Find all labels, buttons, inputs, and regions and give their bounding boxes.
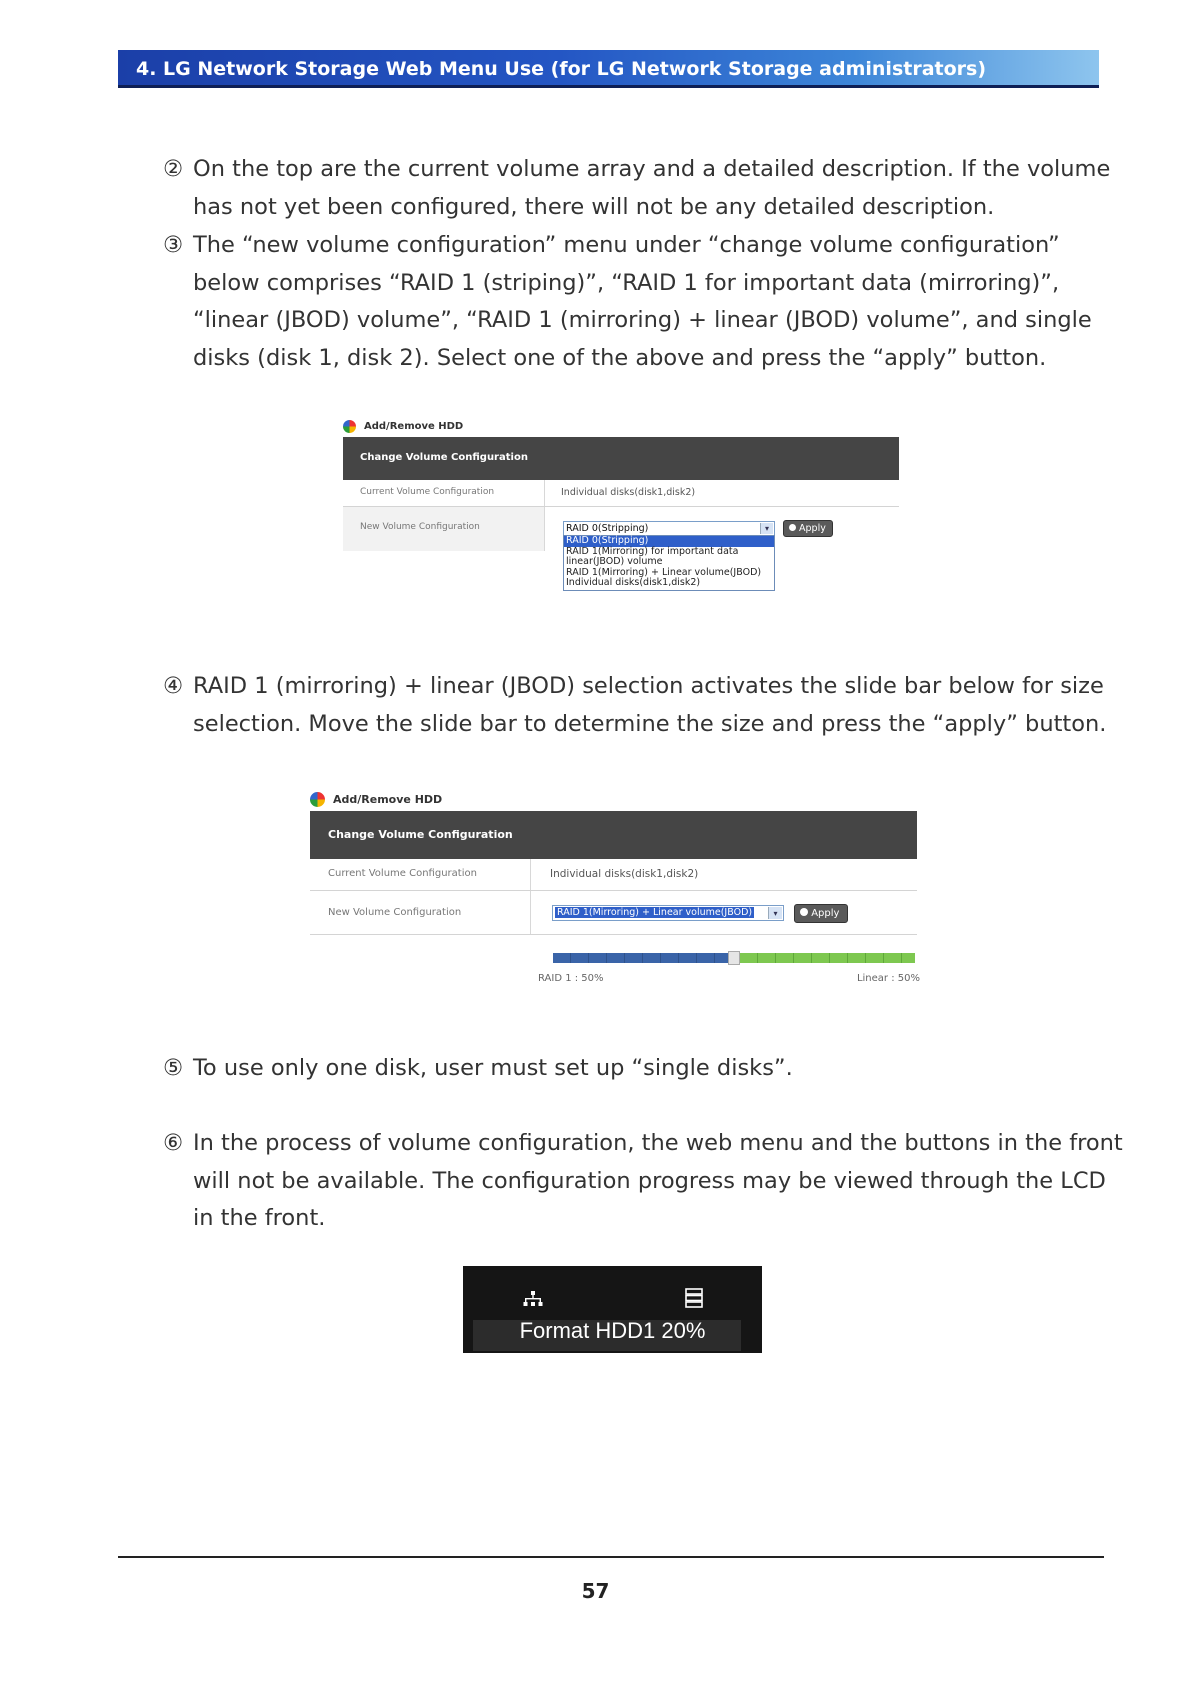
paragraph-line: below comprises “RAID 1 (striping)”, “RAID 1 for important data (mirroring)”, xyxy=(193,269,1060,296)
item-number: ④ xyxy=(163,673,184,699)
volume-config-screenshot-slider xyxy=(310,792,920,984)
paragraph-line: disks (disk 1, disk 2). Select one of the above and press the “apply” button. xyxy=(193,344,1047,371)
paragraph-line: has not yet been configured, there will not be any detailed description. xyxy=(193,193,995,220)
line-text: In the process of volume configuration, the web menu and the buttons in the front xyxy=(193,1130,1123,1156)
footer-rule xyxy=(118,1556,1104,1558)
size-slider[interactable] xyxy=(553,951,915,965)
new-config-label: New Volume Configuration xyxy=(328,907,462,918)
section-title: Change Volume Configuration xyxy=(328,828,513,841)
paragraph-line xyxy=(163,1125,1123,1163)
line-text: To use only one disk, user must set up “single disks”. xyxy=(193,1055,793,1081)
item-number: ② xyxy=(163,156,184,182)
item-number: ⑥ xyxy=(163,1130,184,1156)
current-config-row xyxy=(310,859,917,891)
paragraph-line: will not be available. The configuration progress may be viewed through the LCD xyxy=(193,1167,1106,1194)
current-config-row xyxy=(343,480,899,507)
apply-button[interactable] xyxy=(794,904,848,923)
panel-title xyxy=(343,420,463,433)
chevron-down-icon[interactable]: ▾ xyxy=(760,523,773,534)
paragraph-line: “linear (JBOD) volume”, “RAID 1 (mirroring) + linear (JBOD) volume”, and single xyxy=(193,307,1092,333)
volume-config-select[interactable] xyxy=(552,905,784,921)
linear-portion-bar xyxy=(740,953,915,963)
raid-size-label: RAID 1 : 50% xyxy=(538,973,604,984)
section-header xyxy=(310,811,917,859)
chevron-down-icon[interactable]: ▾ xyxy=(768,907,782,919)
option-linear-jbod[interactable]: linear(JBOD) volume xyxy=(566,556,663,567)
option-raid1-important[interactable]: RAID 1(Mirroring) for important data xyxy=(566,545,739,557)
lcd-display xyxy=(463,1266,762,1353)
panel-title-text: Add/Remove HDD xyxy=(333,793,443,806)
slider-handle[interactable] xyxy=(728,951,740,965)
panel-title xyxy=(310,792,442,807)
paragraph-line: selection. Move the slide bar to determine the size and press the “apply” button. xyxy=(193,710,1107,737)
section-title: Change Volume Configuration xyxy=(360,452,528,463)
page-number: 57 xyxy=(581,1579,610,1603)
lg-storage-logo-icon xyxy=(310,792,325,807)
network-icon xyxy=(523,1290,543,1308)
paragraph-4 xyxy=(163,668,1107,743)
line-text: On the top are the current volume array and a detailed description. If the volume xyxy=(193,156,1111,182)
column-divider xyxy=(530,891,531,934)
select-value: RAID 0(Stripping) xyxy=(566,523,649,534)
paragraph-5 xyxy=(163,1050,1103,1088)
storage-stack-icon xyxy=(685,1288,703,1308)
select-value: RAID 1(Mirroring) + Linear volume(JBOD) xyxy=(557,907,753,918)
paragraph-line: in the front. xyxy=(193,1205,326,1231)
apply-button[interactable] xyxy=(783,520,833,537)
volume-config-options xyxy=(563,535,775,591)
apply-label: Apply xyxy=(811,908,840,919)
current-config-label: Current Volume Configuration xyxy=(360,487,495,497)
current-config-value: Individual disks(disk1,disk2) xyxy=(561,487,696,498)
current-config-label: Current Volume Configuration xyxy=(328,868,477,879)
chapter-header xyxy=(118,50,1099,88)
panel-title-text: Add/Remove HDD xyxy=(364,421,464,432)
linear-size-label: Linear : 50% xyxy=(856,973,920,984)
paragraph-line xyxy=(163,1050,1103,1088)
paragraph-line xyxy=(163,668,1103,706)
lg-storage-logo-icon xyxy=(343,420,356,433)
paragraph-2 xyxy=(163,151,1111,226)
column-divider xyxy=(530,859,531,890)
apply-icon xyxy=(789,524,796,531)
option-raid1-linear[interactable]: RAID 1(Mirroring) + Linear volume(JBOD) xyxy=(566,566,762,578)
paragraph-line xyxy=(163,227,1103,265)
option-raid0[interactable]: RAID 0(Stripping) xyxy=(564,536,774,547)
lcd-status-text: Format HDD1 20% xyxy=(519,1318,706,1343)
column-divider xyxy=(544,480,545,506)
line-text: RAID 1 (mirroring) + linear (JBOD) selection activates the slide bar below for size xyxy=(193,673,1104,699)
paragraph-line xyxy=(163,151,1111,189)
option-individual-disks[interactable]: Individual disks(disk1,disk2) xyxy=(566,577,701,588)
section-header xyxy=(343,437,899,480)
new-config-label: New Volume Configuration xyxy=(360,522,480,532)
paragraph-3 xyxy=(163,227,1103,377)
item-number: ⑤ xyxy=(163,1055,184,1081)
line-text: The “new volume configuration” menu under “change volume configuration” xyxy=(193,232,1060,258)
volume-config-screenshot-dropdown xyxy=(343,420,899,590)
chapter-title: 4. LG Network Storage Web Menu Use (for LG Network Storage administrators) xyxy=(136,58,987,80)
item-number: ③ xyxy=(163,232,184,258)
current-config-value: Individual disks(disk1,disk2) xyxy=(550,868,699,880)
volume-config-select[interactable] xyxy=(563,521,775,536)
apply-icon xyxy=(800,908,808,916)
apply-label: Apply xyxy=(799,523,826,534)
raid-portion-bar xyxy=(553,953,728,963)
paragraph-6 xyxy=(163,1125,1123,1238)
